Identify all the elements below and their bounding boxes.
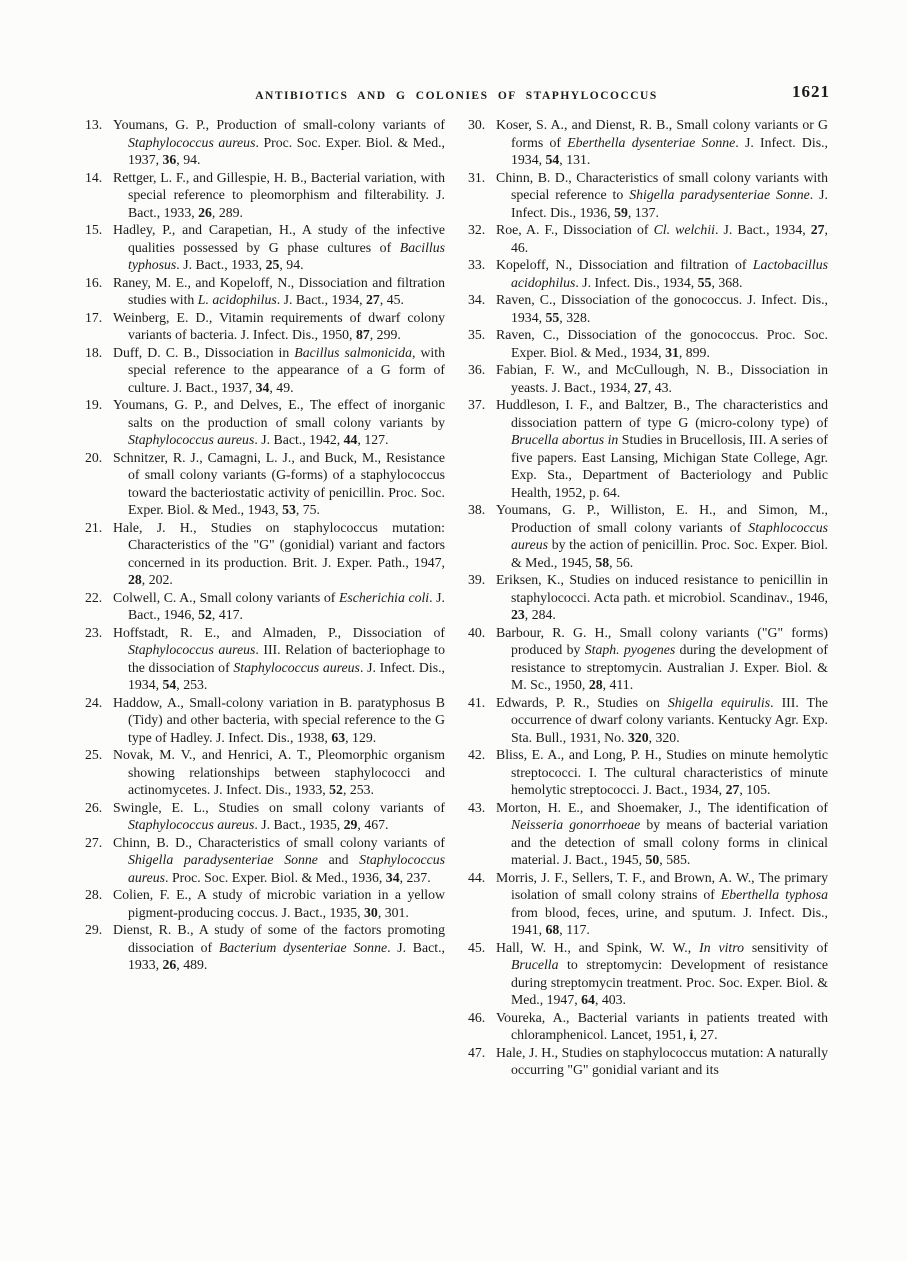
reference-text: Huddleson, I. F., and Baltzer, B., The characteristics and dissociation pattern of type G (micro-colony type) of <box>496 397 828 430</box>
volume-number-bold: 36 <box>162 152 177 167</box>
reference-number: 26. <box>85 799 103 815</box>
reference-text: Studies in Brucellosis, III. A series of five papers. East Lansing, Michigan State College, Agr. Exp. Sta., Department of Bacteriology and Public Health, 1952, p. 64. <box>511 432 828 500</box>
reference-item <box>468 169 828 222</box>
reference-text: and <box>317 852 360 867</box>
reference-text: Novak, M. V., and Henrici, A. T., Pleomorphic organism showing relationships between staphylococci and actinomycetes. J. Infect. Dis., 1933, <box>113 747 445 797</box>
reference-text: Barbour, R. G. H., Small colony variants ("G" forms) produced by <box>496 624 828 657</box>
reference-text: Hall, W. H., and Spink, W. W., <box>496 939 700 955</box>
reference-text: Weinberg, E. D., Vitamin requirements of dwarf colony variants of bacteria. J. Infect. Dis., 1950, <box>113 309 445 342</box>
species-name-italic: Staphylococcus aureus <box>128 642 256 657</box>
reference-text: Colien, F. E., A study of microbic variation in a yellow pigment-producing coccus. J. Bact., 1935, <box>113 887 445 920</box>
reference-text: Roe, A. F., Dissociation of <box>496 222 654 237</box>
species-name-italic: Bacterium dysenteriae Sonne <box>218 939 388 955</box>
reference-text: during the development of resistance to streptomycin. Australian J. Exper. Biol. & M. Sc., 1950, <box>511 642 828 692</box>
reference-text: Voureka, A., Bacterial variants in patients treated with chloramphenicol. Lancet, 1951, <box>496 1009 828 1042</box>
reference-text: , 368. <box>711 274 743 290</box>
reference-number: 20. <box>85 449 103 465</box>
reference-text: Koser, S. A., and Dienst, R. B., Small colony variants or G forms of <box>496 117 828 150</box>
reference-number: 44. <box>468 869 486 885</box>
reference-text: . III. The occurrence of dwarf colony variants. Kentucky Agr. Exp. Sta. Bull., 1931, No. <box>511 694 829 745</box>
reference-text: . J. Bact., 1934, <box>715 222 811 237</box>
reference-number: 16. <box>85 274 103 290</box>
species-name-italic: Staphlococcus aureus <box>511 519 828 552</box>
reference-item <box>85 309 445 344</box>
reference-number: 30. <box>468 117 486 132</box>
reference-number: 13. <box>85 117 103 132</box>
reference-item <box>85 396 445 449</box>
reference-text: Hale, J. H., Studies on staphylococcus mutation: A naturally occurring "G" gonidial variant and its <box>496 1044 828 1077</box>
reference-text: Bliss, E. A., and Long, P. H., Studies on minute hemolytic streptococci. I. The cultural characteristics of minute hemolytic streptococci. J. Bact., 1934, <box>496 747 828 797</box>
reference-text: Raney, M. E., and Kopeloff, N., Dissociation and filtration studies with <box>113 274 445 307</box>
reference-item <box>468 1044 828 1079</box>
reference-text: , 75. <box>295 502 321 517</box>
reference-number: 25. <box>85 747 103 762</box>
reference-number: 22. <box>85 589 103 605</box>
reference-text: by the action of penicillin. Proc. Soc. Exper. Biol. & Med., 1945, <box>511 537 828 570</box>
reference-number: 47. <box>468 1044 486 1060</box>
reference-text: . Proc. Soc. Exper. Biol. & Med., 1937, <box>128 134 445 167</box>
species-name-italic: Shigella equirulis <box>667 694 771 710</box>
reference-text: Morton, H. E., and Shoemaker, J., The identification of <box>496 799 828 815</box>
volume-number-bold: 55 <box>697 274 712 290</box>
reference-text: . J. Infect. Dis., 1936, <box>511 187 828 220</box>
reference-number: 34. <box>468 292 486 307</box>
volume-number-bold: 26 <box>162 957 177 972</box>
reference-text: Hale, J. H., Studies on staphylococcus mutation: Characteristics of the "G" (gonidial) variant and factors concerned in its production. Brit. J. Exper. Path., 1947, <box>113 519 445 570</box>
reference-item <box>85 799 445 834</box>
volume-number-bold: 28 <box>128 572 142 587</box>
reference-text: Schnitzer, R. J., Camagni, L. J., and Buck, M., Resistance of small colony variants (G-forms) of a staphylococcus toward the bacteriostatic activity of penicillin. Proc. Soc. Exper. Biol. & Med., 1943, <box>113 449 445 517</box>
reference-item <box>468 746 828 799</box>
reference-text: , 94. <box>176 152 201 167</box>
reference-number: 43. <box>468 799 486 815</box>
reference-text: Edwards, P. R., Studies on <box>496 694 668 710</box>
reference-number: 33. <box>468 257 486 272</box>
reference-text: Youmans, G. P., and Delves, E., The effect of inorganic salts on the production of small colony variants by <box>113 397 445 430</box>
reference-text: , 320. <box>648 729 680 745</box>
volume-number-bold: 55 <box>545 309 560 325</box>
reference-item <box>85 834 445 887</box>
reference-number: 21. <box>85 519 103 535</box>
reference-item <box>468 694 828 747</box>
reference-text: . III. Relation of bacteriophage to the dissociation of <box>128 642 445 675</box>
species-name-italic: L. acidophilus <box>197 292 277 307</box>
reference-text: , 403. <box>594 992 626 1007</box>
volume-number-bold: 27 <box>366 292 380 307</box>
volume-number-bold: 44 <box>343 432 358 447</box>
reference-item <box>85 694 445 747</box>
volume-number-bold: 25 <box>265 257 280 272</box>
reference-text: , 117. <box>559 922 590 937</box>
reference-item <box>85 886 445 921</box>
reference-text: sensitivity of <box>744 939 828 955</box>
reference-text: , 585. <box>659 852 691 867</box>
species-name-italic: Bacillus salmonicida <box>294 344 412 360</box>
reference-text: . J. Bact., 1933, <box>176 257 266 272</box>
volume-number-bold: 54 <box>162 677 177 692</box>
species-name-italic: Shigella paradysenteriae Sonne <box>128 852 318 867</box>
reference-text: Youmans, G. P., Williston, E. H., and Simon, M., Production of small colony variants of <box>496 502 828 535</box>
volume-number-bold: 34 <box>255 379 270 395</box>
reference-text: Raven, C., Dissociation of the gonococcus. Proc. Soc. Exper. Biol. & Med., 1934, <box>496 327 828 360</box>
reference-number: 31. <box>468 169 486 185</box>
reference-item <box>85 519 445 589</box>
reference-number: 42. <box>468 747 486 762</box>
species-name-italic: Neisseria gonorrhoeae <box>511 817 641 832</box>
reference-number: 41. <box>468 694 486 710</box>
volume-number-bold: 320 <box>627 729 649 745</box>
species-name-italic: Brucella abortus in <box>511 432 619 447</box>
reference-item <box>468 624 828 694</box>
reference-text: , 137. <box>627 204 659 220</box>
reference-number: 23. <box>85 624 103 640</box>
volume-number-bold: 27 <box>725 782 740 797</box>
reference-text: , 328. <box>559 309 591 325</box>
species-name-italic: Eberthella dysenteriae Sonne <box>567 134 736 150</box>
reference-item <box>468 291 828 326</box>
volume-number-bold: 34 <box>385 869 400 885</box>
reference-number: 18. <box>85 344 103 360</box>
reference-number: 28. <box>85 887 103 902</box>
reference-text: Raven, C., Dissociation of the gonococcus. J. Infect. Dis., 1934, <box>496 292 828 325</box>
reference-text: , 131. <box>559 152 591 167</box>
reference-text: Chinn, B. D., Characteristics of small colony variants with special reference to <box>496 169 828 202</box>
reference-text: , 45. <box>379 292 404 307</box>
reference-number: 40. <box>468 624 486 640</box>
reference-item <box>468 116 828 169</box>
reference-text: , 417. <box>211 607 243 622</box>
volume-number-bold: 52 <box>329 782 343 797</box>
species-name-italic: Staphylococcus aureus <box>128 134 256 150</box>
volume-number-bold: 53 <box>282 502 296 517</box>
reference-text: , 43. <box>647 379 672 395</box>
volume-number-bold: 27 <box>634 379 648 395</box>
reference-number: 19. <box>85 397 103 412</box>
reference-text: , 56. <box>609 554 634 570</box>
reference-number: 45. <box>468 939 486 955</box>
reference-number: 38. <box>468 502 486 517</box>
reference-item <box>85 921 445 974</box>
volume-number-bold: 23 <box>511 607 525 622</box>
reference-number: 46. <box>468 1009 486 1025</box>
reference-number: 35. <box>468 327 486 342</box>
reference-text: Colwell, C. A., Small colony variants of <box>113 589 339 605</box>
reference-number: 24. <box>85 694 103 710</box>
reference-text: Kopeloff, N., Dissociation and filtration of <box>496 257 753 272</box>
reference-text: Eriksen, K., Studies on induced resistance to penicillin in staphylococci. Acta path. et microbiol. Scandinav., 1946, <box>496 572 828 605</box>
reference-text: . J. Infect. Dis., 1934, <box>128 659 445 692</box>
reference-number: 17. <box>85 309 103 325</box>
reference-item <box>468 256 828 291</box>
reference-item <box>85 624 445 694</box>
reference-text: , 253. <box>176 677 208 692</box>
volume-number-bold: 31 <box>665 344 679 360</box>
reference-text: Youmans, G. P., Production of small-colony variants of <box>113 117 445 132</box>
reference-text: . J. Bact., 1942, <box>254 432 344 447</box>
reference-text: , 202. <box>141 572 173 587</box>
reference-number: 32. <box>468 222 486 237</box>
reference-text: . J. Bact., 1933, <box>128 939 445 972</box>
reference-text: , 129. <box>345 729 377 745</box>
species-name-italic: Staphylococcus aureus <box>128 817 255 832</box>
reference-item <box>85 449 445 519</box>
species-name-italic: Shigella paradysenteriae Sonne <box>629 187 810 202</box>
reference-item <box>468 869 828 939</box>
volume-number-bold: 63 <box>331 729 346 745</box>
volume-number-bold: i <box>689 1027 694 1042</box>
reference-item <box>468 326 828 361</box>
species-name-italic: Lactobacillus acidophilus <box>511 257 828 290</box>
species-name-italic: Staph. pyogenes <box>584 642 676 657</box>
reference-text: , 237. <box>399 869 431 885</box>
reference-text: Hadley, P., and Carapetian, H., A study of the infective qualities possessed by G phase cultures of <box>113 222 445 255</box>
reference-text: Rettger, L. F., and Gillespie, H. B., Bacterial variation, with special reference to pleomorphism and filterability. J. Bact., 1933, <box>113 169 445 220</box>
volume-number-bold: 68 <box>545 922 560 937</box>
species-name-italic: Bacillus typhosus <box>128 239 445 272</box>
reference-text: . J. Infect. Dis., 1934, <box>575 274 698 290</box>
species-name-italic: Staphylococcus aureus <box>128 432 255 447</box>
reference-text: , 127. <box>357 432 389 447</box>
reference-item <box>85 116 445 169</box>
volume-number-bold: 29 <box>343 817 358 832</box>
reference-number: 37. <box>468 397 486 412</box>
species-name-italic: Eberthella typhosa <box>720 887 828 902</box>
reference-item <box>468 799 828 869</box>
reference-item <box>85 274 445 309</box>
volume-number-bold: 30 <box>364 904 378 920</box>
reference-item <box>468 221 828 256</box>
volume-number-bold: 27 <box>810 222 825 237</box>
reference-text: . J. Bact., 1935, <box>254 817 344 832</box>
volume-number-bold: 28 <box>588 677 603 692</box>
reference-text: , 105. <box>739 782 771 797</box>
reference-number: 36. <box>468 362 486 377</box>
species-name-italic: Escherichia coli <box>338 589 430 605</box>
reference-text: Duff, D. C. B., Dissociation in <box>113 344 295 360</box>
reference-text: , with special reference to the appearance of a G form of culture. J. Bact., 1937, <box>128 344 445 395</box>
volume-number-bold: 59 <box>614 204 628 220</box>
reference-text: by means of bacterial variation and the detection of small colony forms in clinical material. J. Bact., 1945, <box>511 817 828 867</box>
reference-number: 15. <box>85 222 103 237</box>
reference-text: , 411. <box>602 677 634 692</box>
references-list <box>85 116 828 1079</box>
reference-item <box>85 344 445 397</box>
reference-item <box>468 1009 828 1044</box>
reference-text: , 94. <box>279 257 304 272</box>
reference-number: 39. <box>468 572 486 587</box>
species-name-italic: Staphylococcus aureus <box>233 659 360 675</box>
species-name-italic: Brucella <box>511 957 559 972</box>
references-column-right <box>468 116 828 1079</box>
reference-text: , 301. <box>377 904 409 920</box>
reference-text: Morris, J. F., Sellers, T. F., and Brown, A. W., The primary isolation of small colony strains of <box>496 869 828 902</box>
reference-text: , 284. <box>524 607 556 622</box>
volume-number-bold: 64 <box>581 992 595 1007</box>
volume-number-bold: 26 <box>198 204 212 220</box>
page-number: 1621 <box>792 82 830 101</box>
reference-item <box>468 939 828 1009</box>
reference-text: , 489. <box>176 957 208 972</box>
reference-number: 27. <box>85 834 103 850</box>
reference-text: , 289. <box>211 204 243 220</box>
references-column-left <box>85 116 445 1079</box>
volume-number-bold: 50 <box>645 852 660 867</box>
reference-text: Dienst, R. B., A study of some of the factors promoting dissociation of <box>113 922 445 955</box>
species-name-italic: Staphylococcus aureus <box>128 852 445 885</box>
volume-number-bold: 52 <box>198 607 212 622</box>
reference-item <box>468 361 828 396</box>
reference-text: from blood, feces, urine, and sputum. J. Infect. Dis., 1941, <box>511 904 828 937</box>
reference-item <box>468 501 828 571</box>
reference-text: . J. Infect. Dis., 1934, <box>511 134 828 167</box>
reference-item <box>85 169 445 222</box>
reference-text: Chinn, B. D., Characteristics of small colony variants of <box>113 834 445 850</box>
reference-text: to streptomycin: Development of resistance during streptomycin treatment. Proc. Soc. Exper. Biol. & Med., 1947, <box>511 957 828 1007</box>
species-name-italic: Cl. welchii <box>653 222 715 237</box>
reference-text: , 467. <box>357 817 389 832</box>
reference-text: , 253. <box>342 782 374 797</box>
reference-text: . J. Bact., 1946, <box>128 589 445 622</box>
reference-number: 14. <box>85 169 103 185</box>
volume-number-bold: 58 <box>595 554 610 570</box>
reference-text: Swingle, E. L., Studies on small colony variants of <box>113 799 445 815</box>
reference-item <box>85 589 445 624</box>
reference-text: , 49. <box>269 379 294 395</box>
reference-text: , 46. <box>511 222 828 255</box>
volume-number-bold: 87 <box>355 327 370 342</box>
running-head: ANTIBIOTICS AND G COLONIES OF STAPHYLOCOCCUS <box>255 90 658 102</box>
species-name-italic: In vitro <box>699 939 745 955</box>
reference-item <box>85 221 445 274</box>
reference-text: Fabian, F. W., and McCullough, N. B., Dissociation in yeasts. J. Bact., 1934, <box>496 362 828 395</box>
reference-text: Haddow, A., Small-colony variation in B. paratyphosus B (Tidy) and other bacteria, with special reference to the G type of Hadley. J. Infect. Dis., 1938, <box>113 694 445 745</box>
volume-number-bold: 54 <box>545 152 560 167</box>
reference-number: 29. <box>85 922 103 937</box>
reference-item <box>468 396 828 501</box>
reference-text: , 299. <box>369 327 401 342</box>
reference-text: , 27. <box>693 1027 718 1042</box>
reference-text: . J. Bact., 1934, <box>276 292 367 307</box>
reference-item <box>85 746 445 799</box>
reference-text: , 899. <box>678 344 710 360</box>
reference-text: Hoffstadt, R. E., and Almaden, P., Dissociation of <box>113 624 445 640</box>
reference-item <box>468 571 828 624</box>
reference-text: . Proc. Soc. Exper. Biol. & Med., 1936, <box>165 869 386 885</box>
